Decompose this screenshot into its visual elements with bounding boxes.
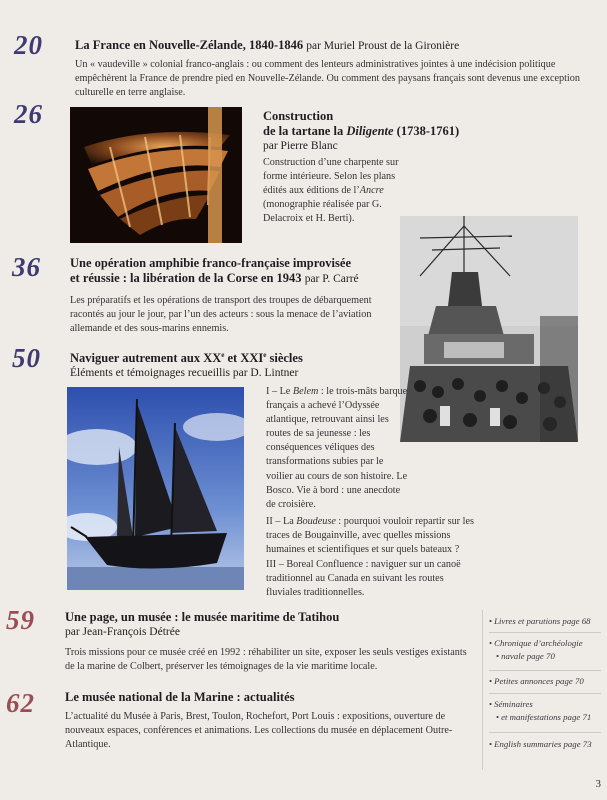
article-author: par Muriel Proust de la Gironière xyxy=(306,40,460,52)
sailing-ship-photo xyxy=(67,387,244,590)
article-number: 20 xyxy=(14,30,43,60)
article-summary: Les préparatifs et les opérations de transport des troupes de débarquement racontés au jour le jour, par l’un des acteurs : sous la menace de l’aviation allemande et des sous-marins ennemis. xyxy=(70,295,372,335)
article-part-1: I – Le Belem : le trois-mâts barque français a achevé l’Odyssée atlantique, retrouvant ainsi les routes de sa jeunesse : les conséquences véliques des transformations subies par le voilier au cours de son histoire. Le Bosco. Vie à bord : une anecdote de croisière. xyxy=(266,386,408,510)
article-number: 50 xyxy=(12,343,41,373)
article-title xyxy=(65,610,475,640)
boat-hull-photo xyxy=(70,107,242,243)
article-title-line1: Construction xyxy=(263,109,334,123)
article-summary: Construction d’une charpente sur forme intérieure. Selon les plans édités aux éditions de l’Ancre (monographie réalisée par G. Delacroix et H. Berti). xyxy=(263,157,399,225)
sidebar-divider xyxy=(489,693,601,694)
article-title-text: Naviguer autrement aux XXe et XXIe siècles xyxy=(70,351,303,366)
warship-photo xyxy=(400,216,578,442)
column-divider xyxy=(482,610,483,770)
sidebar-item: • Séminaires xyxy=(489,699,607,711)
article-part-3: III – Boreal Confluence : naviguer sur un canoë traditionnel au Canada en suivant les routes fluviales traditionnelles. xyxy=(266,559,461,599)
sidebar-item: • navale page 70 xyxy=(496,651,607,663)
page-number: 3 xyxy=(595,778,601,790)
article-title-line1: Une opération amphibie franco-française improvisée xyxy=(70,256,351,270)
sidebar-item: • Petites annonces page 70 xyxy=(489,676,607,688)
sidebar-divider xyxy=(489,632,601,633)
article-subtitle: Éléments et témoignages recueillis par D. Lintner xyxy=(70,367,299,380)
article-author: par P. Carré xyxy=(304,273,359,285)
sidebar-item: • English summaries page 73 xyxy=(489,739,607,751)
article-title-line2: et réussie : la libération de la Corse en 1943 par P. Carré xyxy=(70,271,359,285)
article-summary: Un « vaudeville » colonial franco-anglais : ou comment des lenteurs administratives jointes à une indécision politique empêchèrent la France de prendre pied en Nouvelle-Zélande. Ou comment des paysans français sont devenus une exception culturelle en terre anglaise. xyxy=(75,59,580,99)
article-summary: L’actualité du Musée à Paris, Brest, Toulon, Rochefort, Port Louis : expositions, ouverture de nouveaux espaces, conférences et animations. Les collections du musée en déplacement Outre-Atlantique. xyxy=(65,711,453,751)
article-number: 26 xyxy=(14,99,43,129)
article-title-text: La France en Nouvelle-Zélande, 1840-1846 xyxy=(75,38,304,52)
article-title xyxy=(70,348,400,380)
article-number: 36 xyxy=(12,252,41,282)
sidebar-item: • Chronique d’archéologie xyxy=(489,638,607,650)
article-number: 62 xyxy=(6,688,35,718)
article-title xyxy=(75,38,605,54)
article-summary: Trois missions pour ce musée créé en 1992 : réhabiliter un site, exposer les seuls vestiges existants de la marine de Colbert, préserver les témoignages de la vie maritime locale. xyxy=(65,647,467,673)
article-title xyxy=(263,109,493,154)
article-number: 59 xyxy=(6,605,35,635)
sidebar-item: • Livres et parutions page 68 xyxy=(489,616,607,628)
article-title xyxy=(70,256,400,287)
sidebar-divider xyxy=(489,670,601,671)
article-title-line2: de la tartane la Diligente (1738-1761) xyxy=(263,124,460,138)
article-author: par Jean-François Détrée xyxy=(65,626,180,638)
article-title-text: Une page, un musée : le musée maritime de Tatihou xyxy=(65,610,340,624)
sidebar-divider xyxy=(489,732,601,733)
article-part-2: II – La Boudeuse : pourquoi vouloir repartir sur les traces de Bougainville, avec quelles missions humaines et scientifiques et sur quels bateaux ? xyxy=(266,516,474,556)
sidebar-item: • et manifestations page 71 xyxy=(496,712,607,724)
article-author: par Pierre Blanc xyxy=(263,140,338,152)
article-title: Le musée national de la Marine : actualités xyxy=(65,690,295,704)
